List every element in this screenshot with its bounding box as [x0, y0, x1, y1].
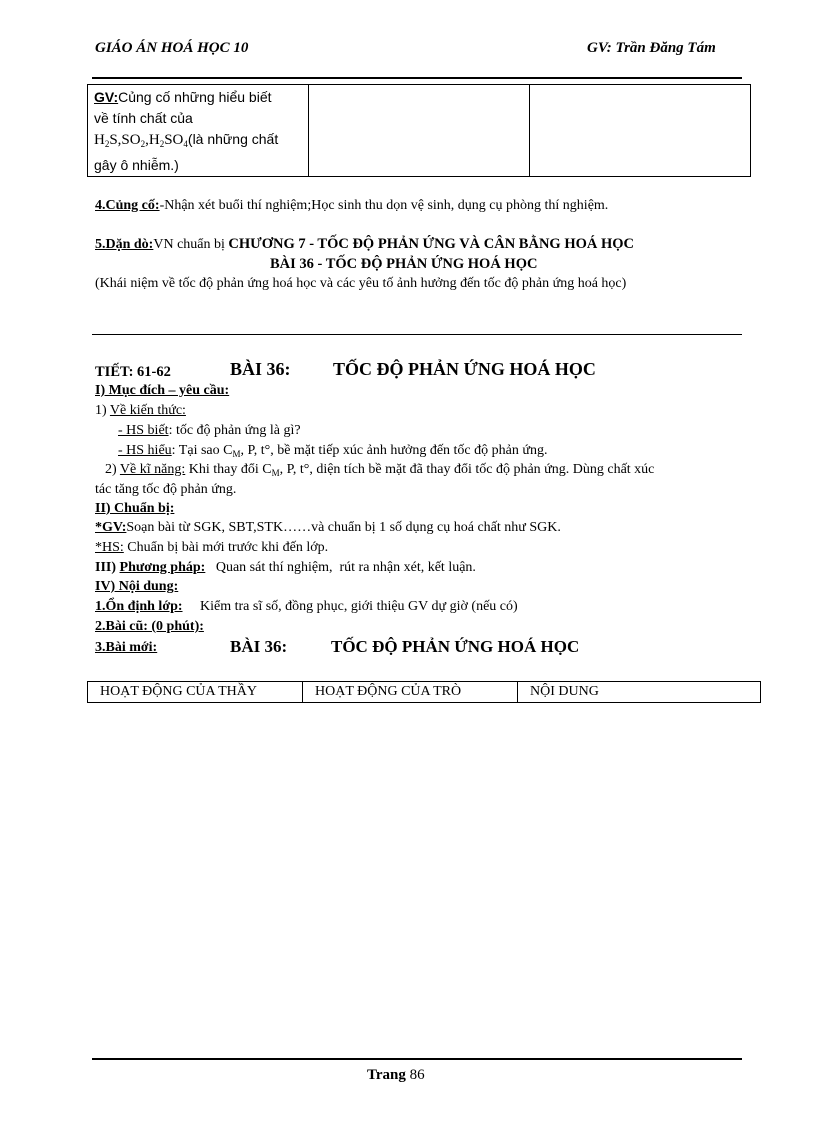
kien-thuc-heading: 1) Về kiến thức: — [95, 403, 186, 418]
activity-table — [87, 681, 761, 703]
cung-co-line — [95, 198, 608, 214]
chemical-formula: $H_2S,SO_2,H_2SO_4$ — [94, 132, 188, 149]
dan-do-text: VN chuẩn bị — [153, 237, 229, 252]
gv-label: GV: — [94, 89, 119, 105]
dan-do-label: 5.Dặn dò: — [95, 237, 154, 252]
dan-do-chapter: CHƯƠNG 7 - TỐC ĐỘ PHẢN ỨNG VÀ CÂN BẰNG HOÁ HỌC — [228, 236, 635, 252]
muc-dich-heading: I) Mục đích – yêu cầu: — [95, 383, 230, 398]
activity-header-student: HOẠT ĐỘNG CỦA TRÒ — [303, 682, 518, 703]
bai-moi-title: TỐC ĐỘ PHẢN ỨNG HOÁ HỌC — [331, 637, 580, 656]
bai-moi-number: BÀI 36: — [230, 637, 288, 656]
footer-rule — [92, 1058, 742, 1060]
dan-do-lesson: BÀI 36 - TỐC ĐỘ PHẢN ỨNG HOÁ HỌC — [270, 256, 538, 272]
ki-nang-line-2: tác tăng tốc độ phản ứng. — [95, 482, 237, 497]
cell-line-4: gây ô nhiễm.) — [94, 157, 179, 173]
lesson-title: TỐC ĐỘ PHẢN ỨNG HOÁ HỌC — [333, 359, 596, 379]
page-number: 86 — [409, 1067, 425, 1083]
cung-co-label: 4.Củng cố: — [95, 198, 160, 213]
noi-dung-heading: IV) Nội dung: — [95, 579, 179, 594]
ki-nang-line: 2) Về kĩ năng: Khi thay đổi $C_M$, P, t°, diện tích bề mặt đã thay đổi tốc độ phản ứng. Dùng chất xúc — [105, 462, 655, 478]
activity-header-content: NỘI DUNG — [518, 682, 761, 703]
cell-line-1: Củng cố những hiểu biết — [118, 89, 272, 105]
hs-biet-line: - HS biết: tốc độ phản ứng là gì? — [118, 423, 301, 438]
section-divider — [92, 334, 742, 335]
on-dinh-line: 1.Ổn định lớp: Kiểm tra sĩ số, đồng phục, giới thiệu GV dự giờ (nếu có) — [95, 599, 518, 614]
cell-line-3-tail: (là những chất — [187, 131, 279, 147]
lesson-number: BÀI 36: — [230, 359, 291, 379]
dan-do-note: (Khái niệm về tốc độ phản ứng hoá học và các yêu tố ảnh hưởng đến tốc độ phản ứng hoá học) — [95, 276, 627, 291]
top-table-cell-1 — [88, 85, 309, 177]
header-right: GV: Trần Đăng Tám — [587, 40, 716, 56]
top-table — [87, 84, 751, 177]
phuong-phap-line: III) Phương pháp: Quan sát thí nghiệm, rút ra nhận xét, kết luận. — [95, 560, 476, 575]
header-rule — [92, 77, 742, 79]
top-table-cell-3 — [530, 85, 751, 177]
tiet-label: TIẾT: 61-62 — [95, 364, 171, 380]
chuan-bi-heading: II) Chuẩn bị: — [95, 501, 175, 516]
cung-co-text: -Nhận xét buổi thí nghiệm;Học sinh thu dọn vệ sinh, dụng cụ phòng thí nghiệm. — [159, 198, 609, 213]
hs-prep-line: *HS: Chuẩn bị bài mới trước khi đến lớp. — [95, 540, 329, 555]
bai-moi-heading: 3.Bài mới: — [95, 640, 158, 655]
footer-page — [367, 1067, 425, 1084]
activity-header-teacher: HOẠT ĐỘNG CỦA THẦY — [88, 682, 303, 703]
top-table-cell-2 — [309, 85, 530, 177]
cell-line-2: về tính chất của — [94, 110, 193, 126]
gv-prep-line: *GV:Soạn bài từ SGK, SBT,STK……và chuẩn bị 1 số dụng cụ hoá chất như SGK. — [95, 520, 561, 535]
hs-hieu-line: - HS hiểu: Tại sao $C_M$, P, t°, bề mặt tiếp xúc ảnh hưởng đến tốc độ phản ứng. — [118, 443, 548, 459]
dan-do-line — [95, 236, 634, 253]
header-left: GIÁO ÁN HOÁ HỌC 10 — [95, 40, 249, 56]
page-label: Trang — [367, 1067, 406, 1083]
bai-cu-heading: 2.Bài cũ: (0 phút): — [95, 619, 204, 634]
